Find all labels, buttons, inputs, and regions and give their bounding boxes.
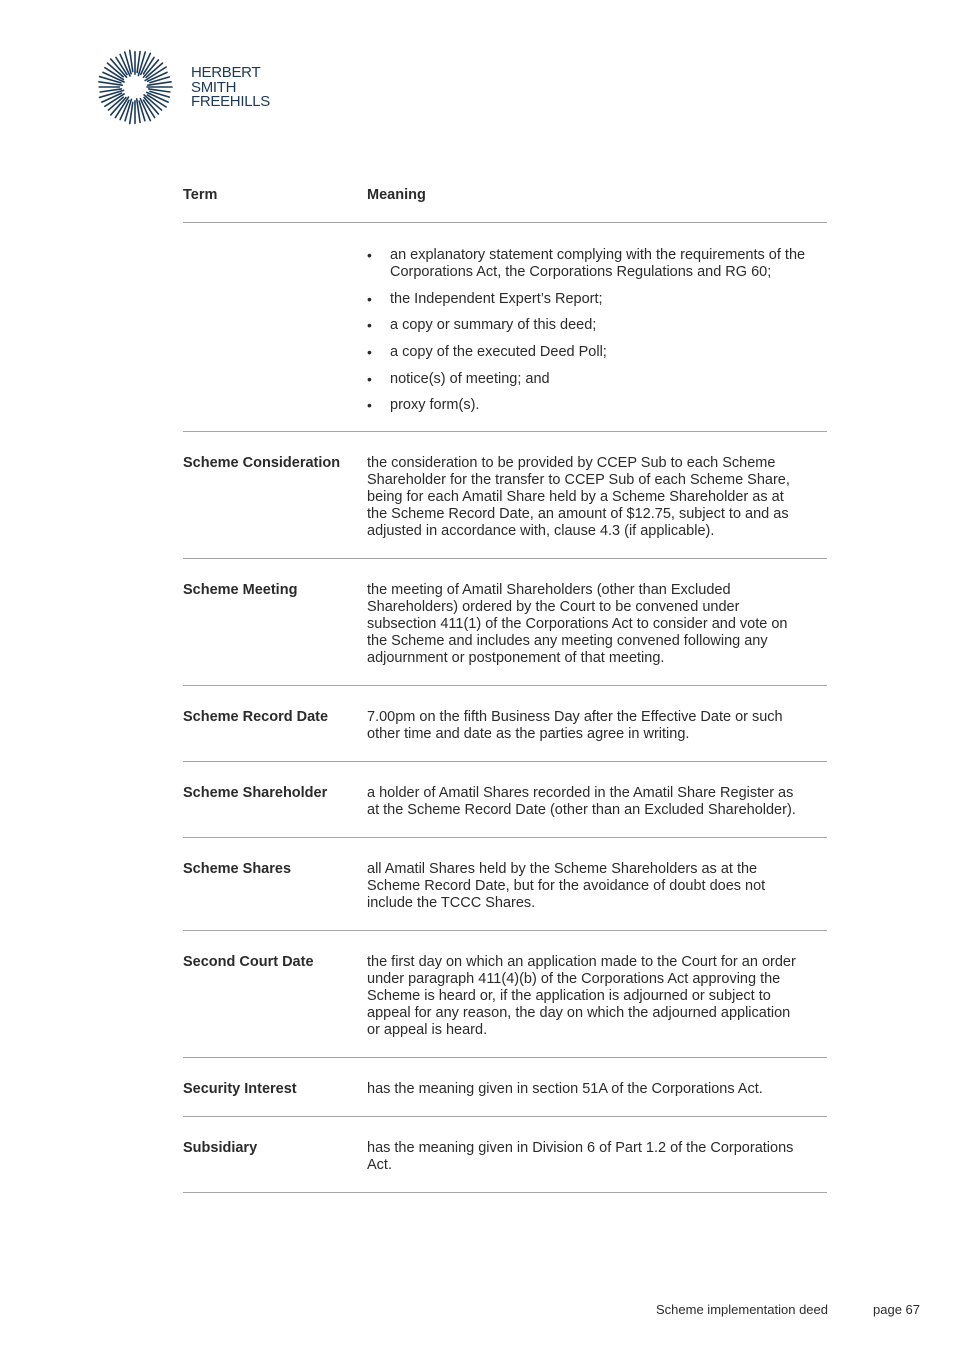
list-item — [367, 317, 807, 334]
footer-document-title: Scheme implementation deed — [656, 1302, 828, 1317]
table-row — [183, 432, 827, 559]
list-item-text: notice(s) of meeting; and — [390, 370, 550, 387]
brand-logo — [96, 48, 270, 126]
list-item-text: an explanatory statement complying with the requirements of the Corporations Act, the Corporations Regulations and RG 60; — [390, 247, 806, 280]
table-row — [183, 838, 827, 931]
definitions-table — [183, 180, 827, 1193]
table-row — [183, 1058, 827, 1117]
term-cell: Scheme Shares — [183, 861, 292, 877]
bullet-icon: • — [367, 397, 372, 414]
term-cell: Scheme Meeting — [183, 582, 298, 598]
table-header — [183, 180, 827, 223]
term-cell: Security Interest — [183, 1081, 297, 1097]
meaning-cell: a holder of Amatil Shares recorded in the Amatil Share Register as at the Scheme Record Date (other than an Excluded Shareholder). — [367, 785, 796, 818]
list-item — [367, 371, 807, 388]
list-item — [367, 291, 807, 308]
meaning-cell: has the meaning given in Division 6 of Part 1.2 of the Corporations Act. — [367, 1140, 794, 1173]
meaning-cell — [367, 223, 827, 431]
bullet-icon: • — [367, 247, 372, 263]
meaning-cell: has the meaning given in section 51A of the Corporations Act. — [367, 1081, 763, 1097]
bullet-icon: • — [367, 317, 372, 334]
term-cell: Scheme Shareholder — [183, 785, 328, 801]
list-item-text: the Independent Expert’s Report; — [390, 290, 603, 307]
meaning-column-header: Meaning — [367, 187, 426, 203]
list-item-text: a copy or summary of this deed; — [390, 317, 597, 334]
meaning-cell: 7.00pm on the fifth Business Day after the Effective Date or such other time and date as the parties agree in writing. — [367, 709, 783, 742]
meaning-cell: the first day on which an application made to the Court for an order under paragraph 411(4)(b) of the Corporations Act approving the Scheme is heard or, if the application is adjourned or subject to appeal for any reason, the day on which the adjourned application or appeal is heard. — [367, 954, 796, 1038]
term-cell: Second Court Date — [183, 954, 314, 970]
list-item — [367, 247, 807, 281]
table-row — [183, 686, 827, 762]
brand-line-2: SMITH — [191, 78, 237, 96]
meaning-cell: the consideration to be provided by CCEP Sub to each Scheme Shareholder for the transfer to CCEP Sub of each Scheme Share, being for each Amatil Share held by a Scheme Shareholder as at the Scheme Record Date, an amount of $12.75, subject to and as adjusted in accordance with, clause 4.3 (if applicable). — [367, 455, 790, 539]
brand-line-1: HERBERT — [191, 64, 261, 82]
term-cell-empty — [183, 223, 367, 431]
list-item-text: a copy of the executed Deed Poll; — [390, 344, 607, 361]
bullet-icon: • — [367, 370, 372, 387]
term-column-header: Term — [183, 187, 218, 203]
meaning-cell: the meeting of Amatil Shareholders (other than Excluded Shareholders) ordered by the Court to be convened under subsection 411(1) of the Corporations Act to consider and vote on the Scheme and includes any meeting convened following any adjournment or postponement of that meeting. — [367, 582, 788, 666]
bullet-list — [367, 247, 807, 414]
footer-page-number: page 67 — [873, 1302, 920, 1317]
term-cell: Scheme Record Date — [183, 709, 329, 725]
brand-line-3: FREEHILLS — [191, 93, 270, 111]
table-row — [183, 931, 827, 1058]
list-item — [367, 397, 807, 414]
table-row-continuation — [183, 223, 827, 432]
list-item — [367, 344, 807, 361]
term-cell: Subsidiary — [183, 1140, 258, 1156]
sunburst-logo-icon — [96, 48, 174, 126]
list-item-text: proxy form(s). — [390, 397, 480, 414]
table-row — [183, 1117, 827, 1193]
table-row — [183, 559, 827, 686]
bullet-icon: • — [367, 290, 372, 307]
meaning-cell: all Amatil Shares held by the Scheme Shareholders as at the Scheme Record Date, but for the avoidance of doubt does not include the TCCC Shares. — [367, 861, 766, 911]
term-cell: Scheme Consideration — [183, 455, 341, 471]
bullet-icon: • — [367, 344, 372, 361]
brand-name — [191, 66, 270, 110]
table-row — [183, 762, 827, 838]
